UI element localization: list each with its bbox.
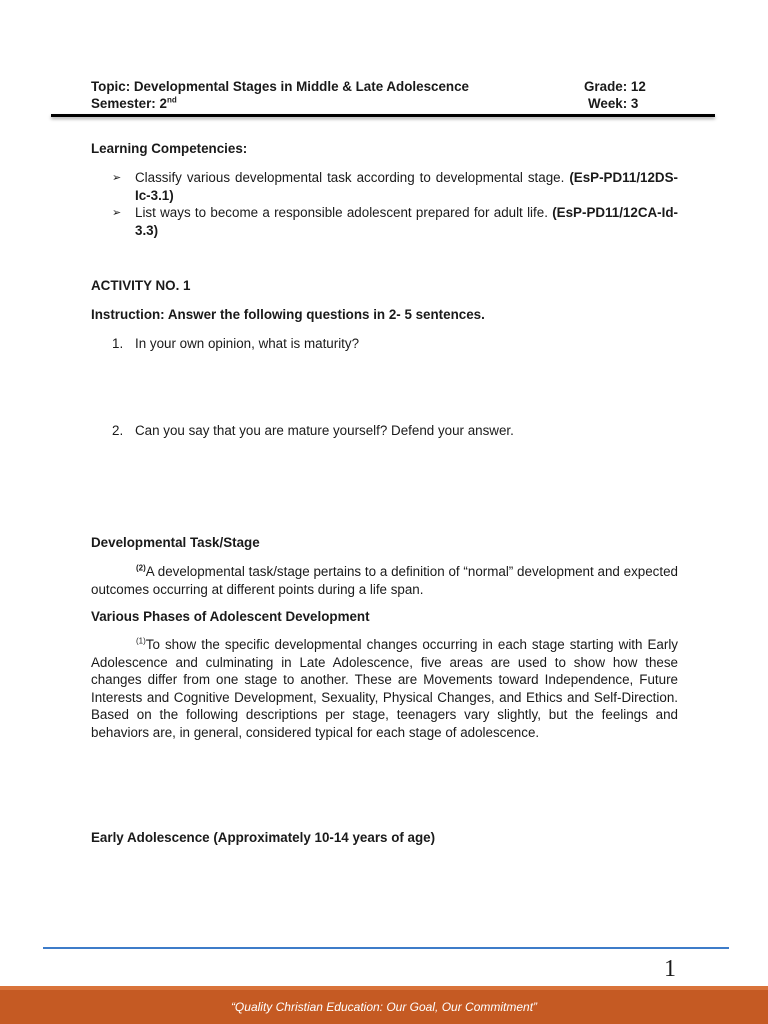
- arrow-bullet-icon: ➢: [112, 206, 122, 219]
- task-stage-heading: Developmental Task/Stage: [91, 535, 260, 550]
- question-text: Can you say that you are mature yourself? Defend your answer.: [135, 423, 514, 438]
- page-number: 1: [664, 956, 676, 982]
- reference-marker: (2): [136, 563, 146, 573]
- competency-code: (EsP-PD11/12CA-Id-3.3): [135, 205, 678, 238]
- grade-label: Grade: 12: [584, 79, 646, 94]
- question-text: In your own opinion, what is maturity?: [135, 336, 360, 351]
- early-adolescence-heading: Early Adolescence (Approximately 10-14 years of age): [91, 830, 436, 845]
- competency-text: [135, 204, 678, 239]
- question-number: 2.: [112, 423, 124, 438]
- arrow-bullet-icon: ➢: [112, 171, 122, 184]
- question-number: 1.: [112, 336, 124, 351]
- footer-motto: “Quality Christian Education: Our Goal, Our Commitment”: [230, 1000, 538, 1014]
- competency-code: (EsP-PD11/12DS-Ic-3.1): [135, 170, 678, 203]
- activity-heading: ACTIVITY NO. 1: [91, 278, 191, 293]
- competencies-heading: Learning Competencies:: [91, 141, 248, 156]
- header-divider: [51, 114, 715, 117]
- competency-item: [112, 204, 678, 240]
- semester-label: [91, 95, 177, 112]
- phases-heading: Various Phases of Adolescent Development: [91, 609, 370, 624]
- competency-description: List ways to become a responsible adolescent prepared for adult life.: [135, 205, 548, 220]
- task-stage-paragraph: [91, 563, 678, 598]
- competency-item: [112, 169, 678, 205]
- semester-text: Semester: 2: [91, 96, 167, 111]
- activity-instruction: Instruction: Answer the following questions in 2- 5 sentences.: [91, 307, 485, 322]
- competency-description: Classify various developmental task according to developmental stage.: [135, 170, 565, 185]
- phases-paragraph: [91, 636, 678, 741]
- reference-marker: (1): [136, 636, 146, 646]
- competency-text: [135, 169, 678, 204]
- footer-divider: [43, 947, 729, 949]
- task-stage-text: A developmental task/stage pertains to a definition of “normal” development and expected outcomes occurring at different points during a life span.: [91, 564, 678, 597]
- week-label: Week: 3: [588, 96, 639, 111]
- topic-label: Topic: Developmental Stages in Middle & Late Adolescence: [91, 79, 469, 94]
- phases-text: To show the specific developmental changes occurring in each stage starting with Early Adolescence and culminating in Late Adolescence, five areas are used to show how these changes differ from one stage to another. These are Movements toward Independence, Future Interests and Cognitive Development, Sexuality, Physical Changes, and Ethics and Self-Direction. Based on the following descriptions per stage, teenagers vary slightly, but the feelings and behaviors are, in general, considered typical for each stage of adolescence.: [91, 637, 678, 740]
- semester-suffix: nd: [166, 95, 177, 105]
